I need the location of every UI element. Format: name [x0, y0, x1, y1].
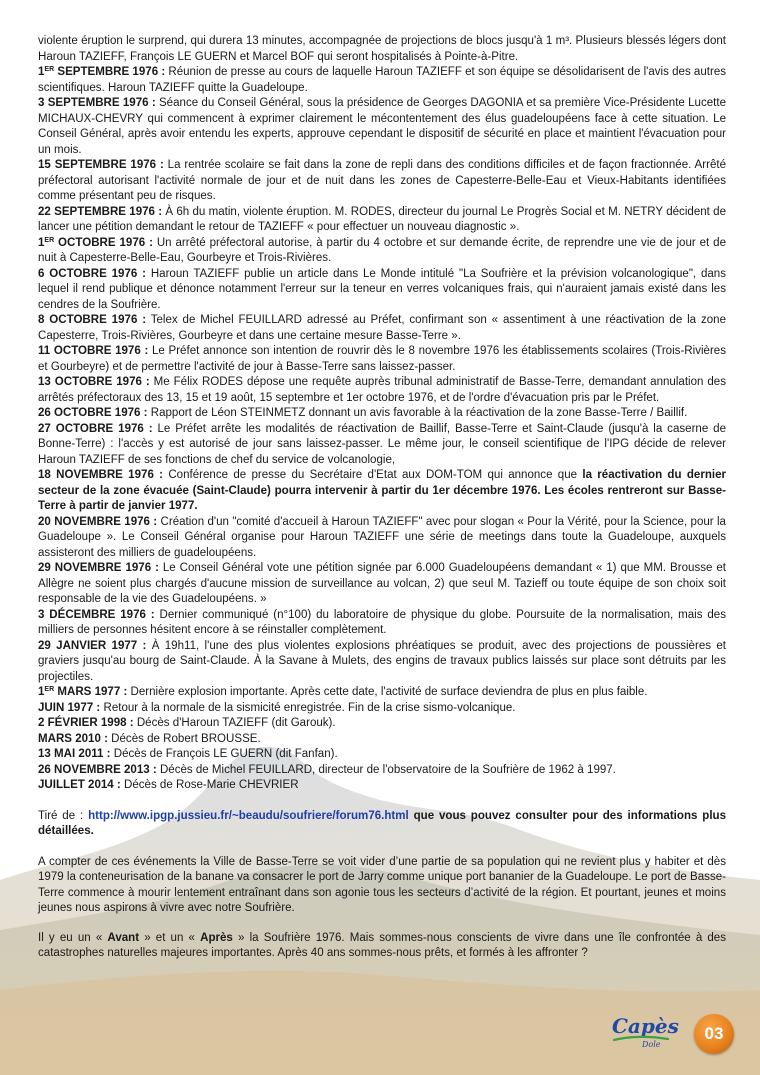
entry-text: Création d'un "comité d'accueil à Haroun TAZIEFF" avec pour slogan « Pour la Vérité, pour la Science, pour la Guadeloupe ». Le Conseil Général organise pour Haroun TAZIEFF une série de meetings dans toute la Guadeloupe, auxquels assisteront des milliers de guadeloupéens.: [38, 515, 726, 559]
entry-date: 29 NOVEMBRE 1976 :: [38, 562, 159, 574]
timeline-entry: [38, 375, 726, 406]
timeline-entry: [38, 34, 726, 65]
entry-text: Haroun TAZIEFF publie un article dans Le Monde intitulé "La Soufrière et la prévision volcanologique", dans lequel il rend publique et dénonce notamment l'erreur sur la teneur en verres volcaniques frais, qui n'auraient jamais existé dans les cendres de la Soufrière.: [38, 267, 726, 311]
entry-date: MARS 2010 :: [38, 732, 108, 745]
entry-highlight: la réactivation du dernier secteur de la zone évacuée (Saint-Claude) pourra intervenir à partir du 1er décembre 1976. Les écoles rentreront sur Basse-Terre à partir de janvier 1977.: [38, 469, 726, 512]
timeline-entry: [38, 639, 726, 686]
timeline-entry: [38, 313, 726, 344]
timeline-entry: [38, 747, 726, 763]
entry-text: Séance du Conseil Général, sous la présidence de Georges DAGONIA et sa première Vice-Présidente Lucette MICHAUX-CHEVRY qui commencent à exprimer clairement le mécontentement des élus guadeloupéens face à cette situation. Le Conseil Général, après avoir entendu les experts, approuve cependant le dispositif de sécurité en place et maintient l'évacuation pour un mois.: [38, 97, 726, 156]
timeline-entry: [38, 422, 726, 469]
timeline-entry: [38, 608, 726, 639]
entry-date: 29 JANVIER 1977 :: [38, 639, 147, 652]
timeline-entry: [38, 701, 726, 717]
entry-text: violente éruption le surprend, qui durera 13 minutes, accompagnée de projections de blocs jusqu'à 1 m³. Plusieurs blessés légers dont Haroun TAZIEFF, François LE GUERN et Marcel BOF qui seront hospitalisés à Pointe-à-Pitre.: [38, 35, 726, 63]
entry-text: Décès de Robert BROUSSE.: [107, 732, 261, 745]
entry-date: 13 MAI 2011 :: [38, 748, 111, 760]
entry-date: 6 OCTOBRE 1976 :: [38, 267, 146, 280]
source-citation: Tiré de : http://www.ipgp.jussieu.fr/~beaudu/soufriere/forum76.html que vous pouvez consulter pour des informations plus détaillées.: [38, 809, 727, 837]
entry-date: JUIN 1977 :: [38, 701, 101, 714]
entry-date: 15 SEPTEMBRE 1976 :: [38, 159, 164, 171]
capes-dole-logo: [612, 1012, 679, 1056]
entry-text: Rapport de Léon STEINMETZ donnant un avis favorable à la réactivation de la zone Basse-Terre / Baillif.: [147, 407, 688, 419]
entry-date: 26 OCTOBRE 1976 :: [38, 407, 148, 419]
entry-date: 26 NOVEMBRE 2013 :: [38, 763, 157, 776]
entry-text: Décès d'Haroun TAZIEFF (dit Garouk).: [133, 717, 336, 729]
timeline-entry: [38, 96, 726, 158]
entry-date: 22 SEPTEMBRE 1976 :: [38, 205, 163, 218]
entry-date: 1ER SEPTEMBRE 1976 :: [38, 66, 166, 78]
spacer: [38, 917, 726, 931]
entry-date: 3 SEPTEMBRE 1976 :: [38, 97, 156, 109]
timeline-entry: [38, 205, 726, 236]
timeline-entry: [38, 236, 726, 267]
entry-text: La rentrée scolaire se fait dans la zone de repli dans des conditions difficiles et de façon fractionnée. Arrêté préfectoral autorisant l'activité normale de jour et de nuit dans les zones de Capesterre-Belle-Eau et Vieux-Habitants identifiées comme présentant peu de risques.: [38, 159, 726, 202]
timeline-entry: [38, 158, 726, 205]
page-number: 03: [704, 1024, 724, 1043]
timeline-entry: [38, 406, 726, 422]
entry-date: 8 OCTOBRE 1976 :: [38, 314, 147, 326]
source-link[interactable]: http://www.ipgp.jussieu.fr/~beaudu/soufriere/forum76.html: [88, 809, 409, 822]
timeline-entry: [38, 468, 726, 515]
entry-date: 3 DÉCEMBRE 1976 :: [38, 608, 155, 621]
spacer: [38, 794, 726, 809]
timeline-entry: [38, 732, 726, 748]
timeline-entry: [38, 685, 726, 701]
timeline-entry: [38, 561, 726, 608]
logo-subtext: Dole: [642, 1040, 661, 1049]
entry-date: 13 OCTOBRE 1976 :: [38, 376, 150, 388]
timeline-entry: [38, 763, 726, 779]
page-number-badge: [694, 1014, 734, 1054]
timeline-entry: [38, 778, 726, 794]
entry-text: Le Conseil Général vote une pétition signée par 6.000 Guadeloupéens demandant « 1) que MM. Brousse et Allègre ne soient plus chargés d'aucune mission de surveillance au volcan, 2) que seul M. Tazieff ou toute équipe de son choix soit responsable de la vie des Guadeloupéens. »: [38, 562, 726, 605]
timeline-entry: [38, 267, 726, 314]
timeline-entry: [38, 65, 726, 96]
timeline-entry: [38, 515, 726, 562]
entry-text: Dernière explosion importante. Après cette date, l'activité de surface deviendra de plus en plus faible.: [127, 686, 648, 698]
entry-text: Le Préfet annonce son intention de rouvrir dès le 8 novembre 1976 les établissements scolaires (Trois-Rivières et Gourbeyre) et de permettre l'activité de jour à Basse-Terre sans laissez-passer.: [38, 345, 726, 373]
entry-text: Telex de Michel FEUILLARD adressé au Préfet, confirmant son « assentiment à une réactivation de la zone Capesterre, Trois-Rivières, Gourbeyre et dans une certaine mesure Basse-Terre ».: [38, 314, 726, 342]
entry-date: 11 OCTOBRE 1976 :: [38, 345, 149, 357]
entry-date: 1ER MARS 1977 :: [38, 686, 128, 698]
spacer: [38, 840, 726, 855]
entry-date: 1ER OCTOBRE 1976 :: [38, 236, 153, 249]
entry-date: 2 FÉVRIER 1998 :: [38, 717, 134, 729]
entry-text: Le Préfet arrête les modalités de réactivation de Baillif, Basse-Terre et Saint-Claude (jusqu'à la caserne de Bonne-Terre) : l'accès y est autorisé de jour sans laissez-passer. Le même jour, le conseil scientifique de l'IPG décide de relever Haroun TAZIEFF de ses fonctions de chef du service de volcanologie,: [38, 422, 726, 466]
timeline-entry: [38, 716, 726, 732]
entry-text: Décès de Michel FEUILLARD, directeur de l'observatoire de la Soufrière de 1962 à 1997.: [156, 763, 616, 776]
logo-wordmark: Capès: [612, 1014, 679, 1038]
entry-text: Dernier communiqué (n°100) du laboratoire de physique du globe. Poursuite de la normalisation, mais des milliers de personnes hésitent encore à se réinstaller complètement.: [38, 608, 726, 636]
entry-text: À 19h11, l'une des plus violentes explosions phréatiques se produit, avec des projections de poussières et graviers jusqu'au bourg de Saint-Claude. À la Savane à Mulets, des engins de travaux publics laissés sur place sont détruits par les projectiles.: [38, 639, 726, 683]
entry-date: 18 NOVEMBRE 1976 :: [38, 469, 164, 481]
entry-text: Réunion de presse au cours de laquelle Haroun TAZIEFF et son équipe se désolidarisent de l'avis des autres scientifiques. Haroun TAZIEFF quitte la Guadeloupe.: [38, 66, 727, 94]
entry-text: Retour à la normale de la sismicité enregistrée. Fin de la crise sismo-volcanique.: [100, 701, 516, 714]
entry-text: Conférence de presse du Secrétaire d'Etat aux DOM-TOM qui annonce que: [163, 469, 583, 481]
entry-date: 20 NOVEMBRE 1976 :: [38, 515, 158, 528]
entry-date: 27 OCTOBRE 1976 :: [38, 422, 153, 435]
timeline-entry: [38, 344, 726, 375]
entry-text: Un arrêté préfectoral autorise, à partir du 4 octobre et sur demande écrite, de reprendre une vie de jour et de nuit à Capesterre-Belle-Eau, Gourbeyre et Trois-Rivières.: [38, 236, 726, 264]
paragraph-aftermath: A compter de ces événements la Ville de Basse-Terre se voit vider d’une partie de sa population qui ne revient plus y habiter et dès 1979 la conteneurisation de la banane va consacrer le port de Jarry comme unique port bananier de la Guadeloupe. Le port de Basse-Terre commence à mourir lentement entraînant dans son agonie tous les secteurs d’activité de la région. Et pourtant, jeunes et moins jeunes nous aspirons à vivre avec notre Soufrière.: [38, 855, 726, 914]
entry-text: Me Félix RODES dépose une requête auprès tribunal administratif de Basse-Terre, demandant annulation des arrêtés préfectoraux des 13, 15 et 19 août, 15 septembre et 1er octobre 1976, et de l'ordre d'évacuation pris par le Préfet.: [38, 376, 726, 404]
entry-text: À 6h du matin, violente éruption. M. RODES, directeur du journal Le Progrès Social et M. NETRY décident de lancer une pétition demandant le retour de TAZIEFF « pour effectuer un nouveau diagnostic ».: [38, 205, 726, 233]
paragraph-before-after: Il y eu un « Avant » et un « Après » la Soufrière 1976. Mais sommes-nous conscients de vivre dans une île confrontée à des catastrophes naturelles majeures importantes. Après 40 ans sommes-nous prêts, et formés à les affronter ?: [38, 931, 727, 959]
document-body: [38, 34, 726, 962]
entry-text: Décès de François LE GUERN (dit Fanfan).: [110, 748, 338, 760]
entry-text: Décès de Rose-Marie CHEVRIER: [120, 779, 299, 791]
entry-date: JUILLET 2014 :: [38, 779, 121, 791]
